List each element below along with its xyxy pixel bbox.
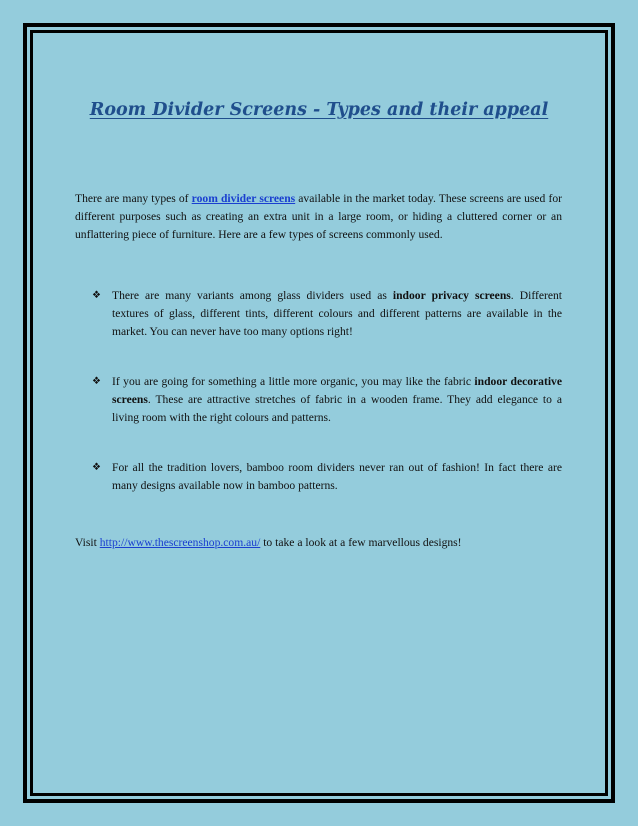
bullet-diamond-icon: ❖ bbox=[92, 376, 101, 387]
visit-paragraph bbox=[75, 534, 562, 552]
intro-text-before: There are many types of bbox=[75, 192, 192, 205]
list-item-text-after: . These are attractive stretches of fabric in a wooden frame. They add elegance to a living room with the right colours and patterns. bbox=[112, 393, 562, 424]
list-item bbox=[75, 373, 562, 427]
room-divider-screens-link[interactable]: room divider screens bbox=[191, 192, 296, 205]
bullet-diamond-icon: ❖ bbox=[92, 290, 101, 301]
visit-text-before: Visit bbox=[75, 536, 100, 549]
indoor-privacy-screens-term: indoor privacy screens bbox=[392, 289, 511, 302]
list-item-text bbox=[112, 373, 562, 427]
document-title-text: Room Divider Screens - Types and their appeal bbox=[89, 100, 549, 120]
list-item-text bbox=[112, 287, 562, 341]
list-item-text-before: There are many variants among glass dividers used as bbox=[112, 289, 393, 302]
thescreenshop-website-link[interactable]: http://www.thescreenshop.com.au/ bbox=[99, 536, 261, 549]
list-item bbox=[75, 287, 562, 341]
intro-text-after: available in the market today. These screens are used for different purposes such as creating an extra unit in a large room, or hiding a cluttered corner or an unflattering piece of furniture. Here are a few types of screens commonly used. bbox=[75, 192, 562, 241]
bullet-diamond-icon: ❖ bbox=[92, 462, 101, 473]
visit-text-after: to take a look at a few marvellous designs! bbox=[260, 536, 462, 549]
document-title bbox=[0, 100, 638, 120]
list-item-text-before: If you are going for something a little more organic, you may like the fabric bbox=[112, 375, 475, 388]
intro-paragraph bbox=[75, 190, 562, 244]
list-item bbox=[75, 459, 562, 495]
list-item-text: For all the tradition lovers, bamboo room dividers never ran out of fashion! In fact there are many designs available now in bamboo patterns. bbox=[112, 461, 562, 492]
indoor-decorative-screens-term: indoor decorative screens bbox=[112, 375, 562, 406]
list-item-text-after: . Different textures of glass, different tints, different colours and different patterns are available in the market. You can never have too many options right! bbox=[112, 289, 562, 338]
